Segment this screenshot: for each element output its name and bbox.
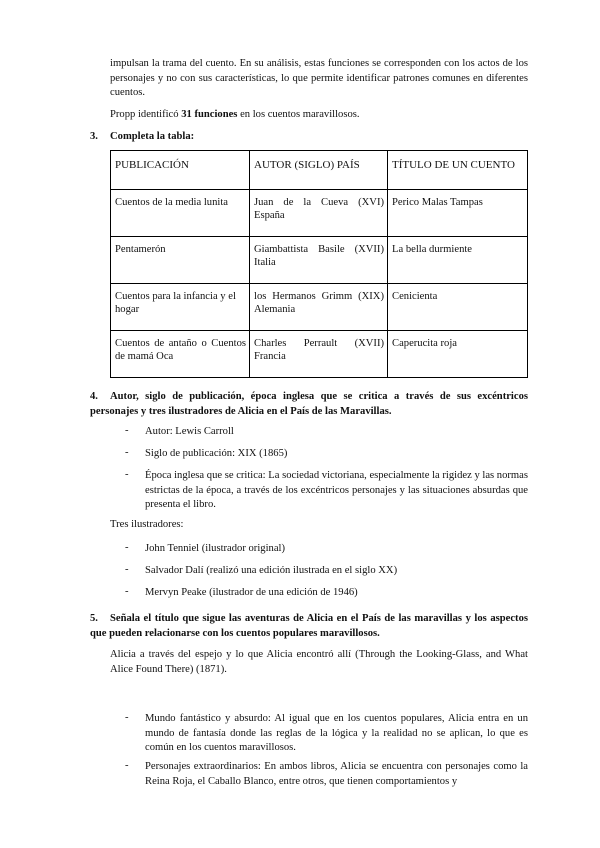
bullet-dash: -	[125, 586, 129, 597]
question-3-heading	[90, 130, 528, 145]
question-number: 5.	[90, 613, 98, 624]
table-cell: los Hermanos Grimm (XIX) Alemania	[250, 284, 388, 331]
list-item: Personajes extraordinarios: En ambos libros, Alicia se encuentra con personajes como la Reina Roja, el Caballo Blanco, entre otros, que tienen comportamientos y	[145, 761, 528, 787]
publications-table	[110, 150, 528, 378]
question-title: Autor, siglo de publicación, época inglesa que se critica a través de sus excéntricos personajes y tres ilustradores de Alicia en el País de las Maravillas.	[90, 391, 528, 417]
table-row	[111, 331, 528, 378]
question-number: 3.	[90, 131, 98, 142]
list-item: Autor: Lewis Carroll	[145, 426, 234, 437]
table-cell: La bella durmiente	[388, 237, 528, 284]
propp-text-after: en los cuentos maravillosos.	[237, 109, 360, 120]
table-row	[111, 190, 528, 237]
table-header-cell: PUBLICACIÓN	[111, 151, 250, 190]
list-item: Salvador Dalí (realizó una edición ilustrada en el siglo XX)	[145, 565, 398, 576]
table-header-cell: AUTOR (SIGLO) PAÍS	[250, 151, 388, 190]
bullet-dash: -	[125, 760, 129, 771]
bullet-dash: -	[125, 425, 129, 436]
propp-text-before: Propp identificó	[110, 109, 182, 120]
table-cell: Cenicienta	[388, 284, 528, 331]
propp-bold: 31 funciones	[181, 109, 238, 120]
table-row	[111, 237, 528, 284]
table-cell: Juan de la Cueva (XVI) España	[250, 190, 388, 237]
question-title: Completa la tabla:	[110, 131, 195, 142]
table-header-row	[111, 151, 528, 190]
illustrators-label: Tres ilustradores:	[110, 519, 184, 530]
table-cell: Cuentos de antaño o Cuentos de mamá Oca	[111, 331, 250, 378]
list-item: Mervyn Peake (ilustrador de una edición de 1946)	[145, 587, 358, 598]
question-4-heading	[90, 390, 528, 419]
bullet-dash: -	[125, 447, 129, 458]
list-item: John Tenniel (ilustrador original)	[145, 543, 285, 554]
bullet-dash: -	[125, 712, 129, 723]
table-cell: Cuentos de la media lunita	[111, 190, 250, 237]
table-cell: Caperucita roja	[388, 331, 528, 378]
answer-paragraph: Alicia a través del espejo y lo que Alicia encontró allí (Through the Looking-Glass, and What Alice Found There) (1871).	[110, 649, 528, 675]
table-cell: Pentamerón	[111, 237, 250, 284]
table-cell: Cuentos para la infancia y el hogar	[111, 284, 250, 331]
question-title: Señala el título que sigue las aventuras de Alicia en el País de las maravillas y los aspectos que pueden relacionarse con los cuentos populares maravillosos.	[90, 613, 528, 639]
table-row	[111, 284, 528, 331]
table-cell: Charles Perrault (XVII) Francia	[250, 331, 388, 378]
intro-paragraph: impulsan la trama del cuento. En su análisis, estas funciones se corresponden con los actos de los personajes y no con sus características, lo que permite identificar patrones comunes en diferentes cuentos.	[110, 58, 528, 98]
question-5-heading	[90, 612, 528, 641]
table-header-cell: TÍTULO DE UN CUENTO	[388, 151, 528, 190]
table-cell: Giambattista Basile (XVII) Italia	[250, 237, 388, 284]
list-item: Siglo de publicación: XIX (1865)	[145, 448, 288, 459]
table-cell: Perico Malas Tampas	[388, 190, 528, 237]
question-number: 4.	[90, 391, 98, 402]
bullet-dash: -	[125, 564, 129, 575]
bullet-dash: -	[125, 542, 129, 553]
list-item: Época inglesa que se critica: La sociedad victoriana, especialmente la rigidez y las normas estrictas de la época, a través de los excéntricos personajes y las situaciones absurdas que presenta el libro.	[145, 470, 528, 510]
propp-line	[110, 108, 528, 123]
list-item: Mundo fantástico y absurdo: Al igual que en los cuentos populares, Alicia entra en un mundo de fantasía donde las reglas de la lógica y la realidad no se aplican, lo que es común en los cuentos maravillosos.	[145, 713, 528, 753]
bullet-dash: -	[125, 469, 129, 480]
